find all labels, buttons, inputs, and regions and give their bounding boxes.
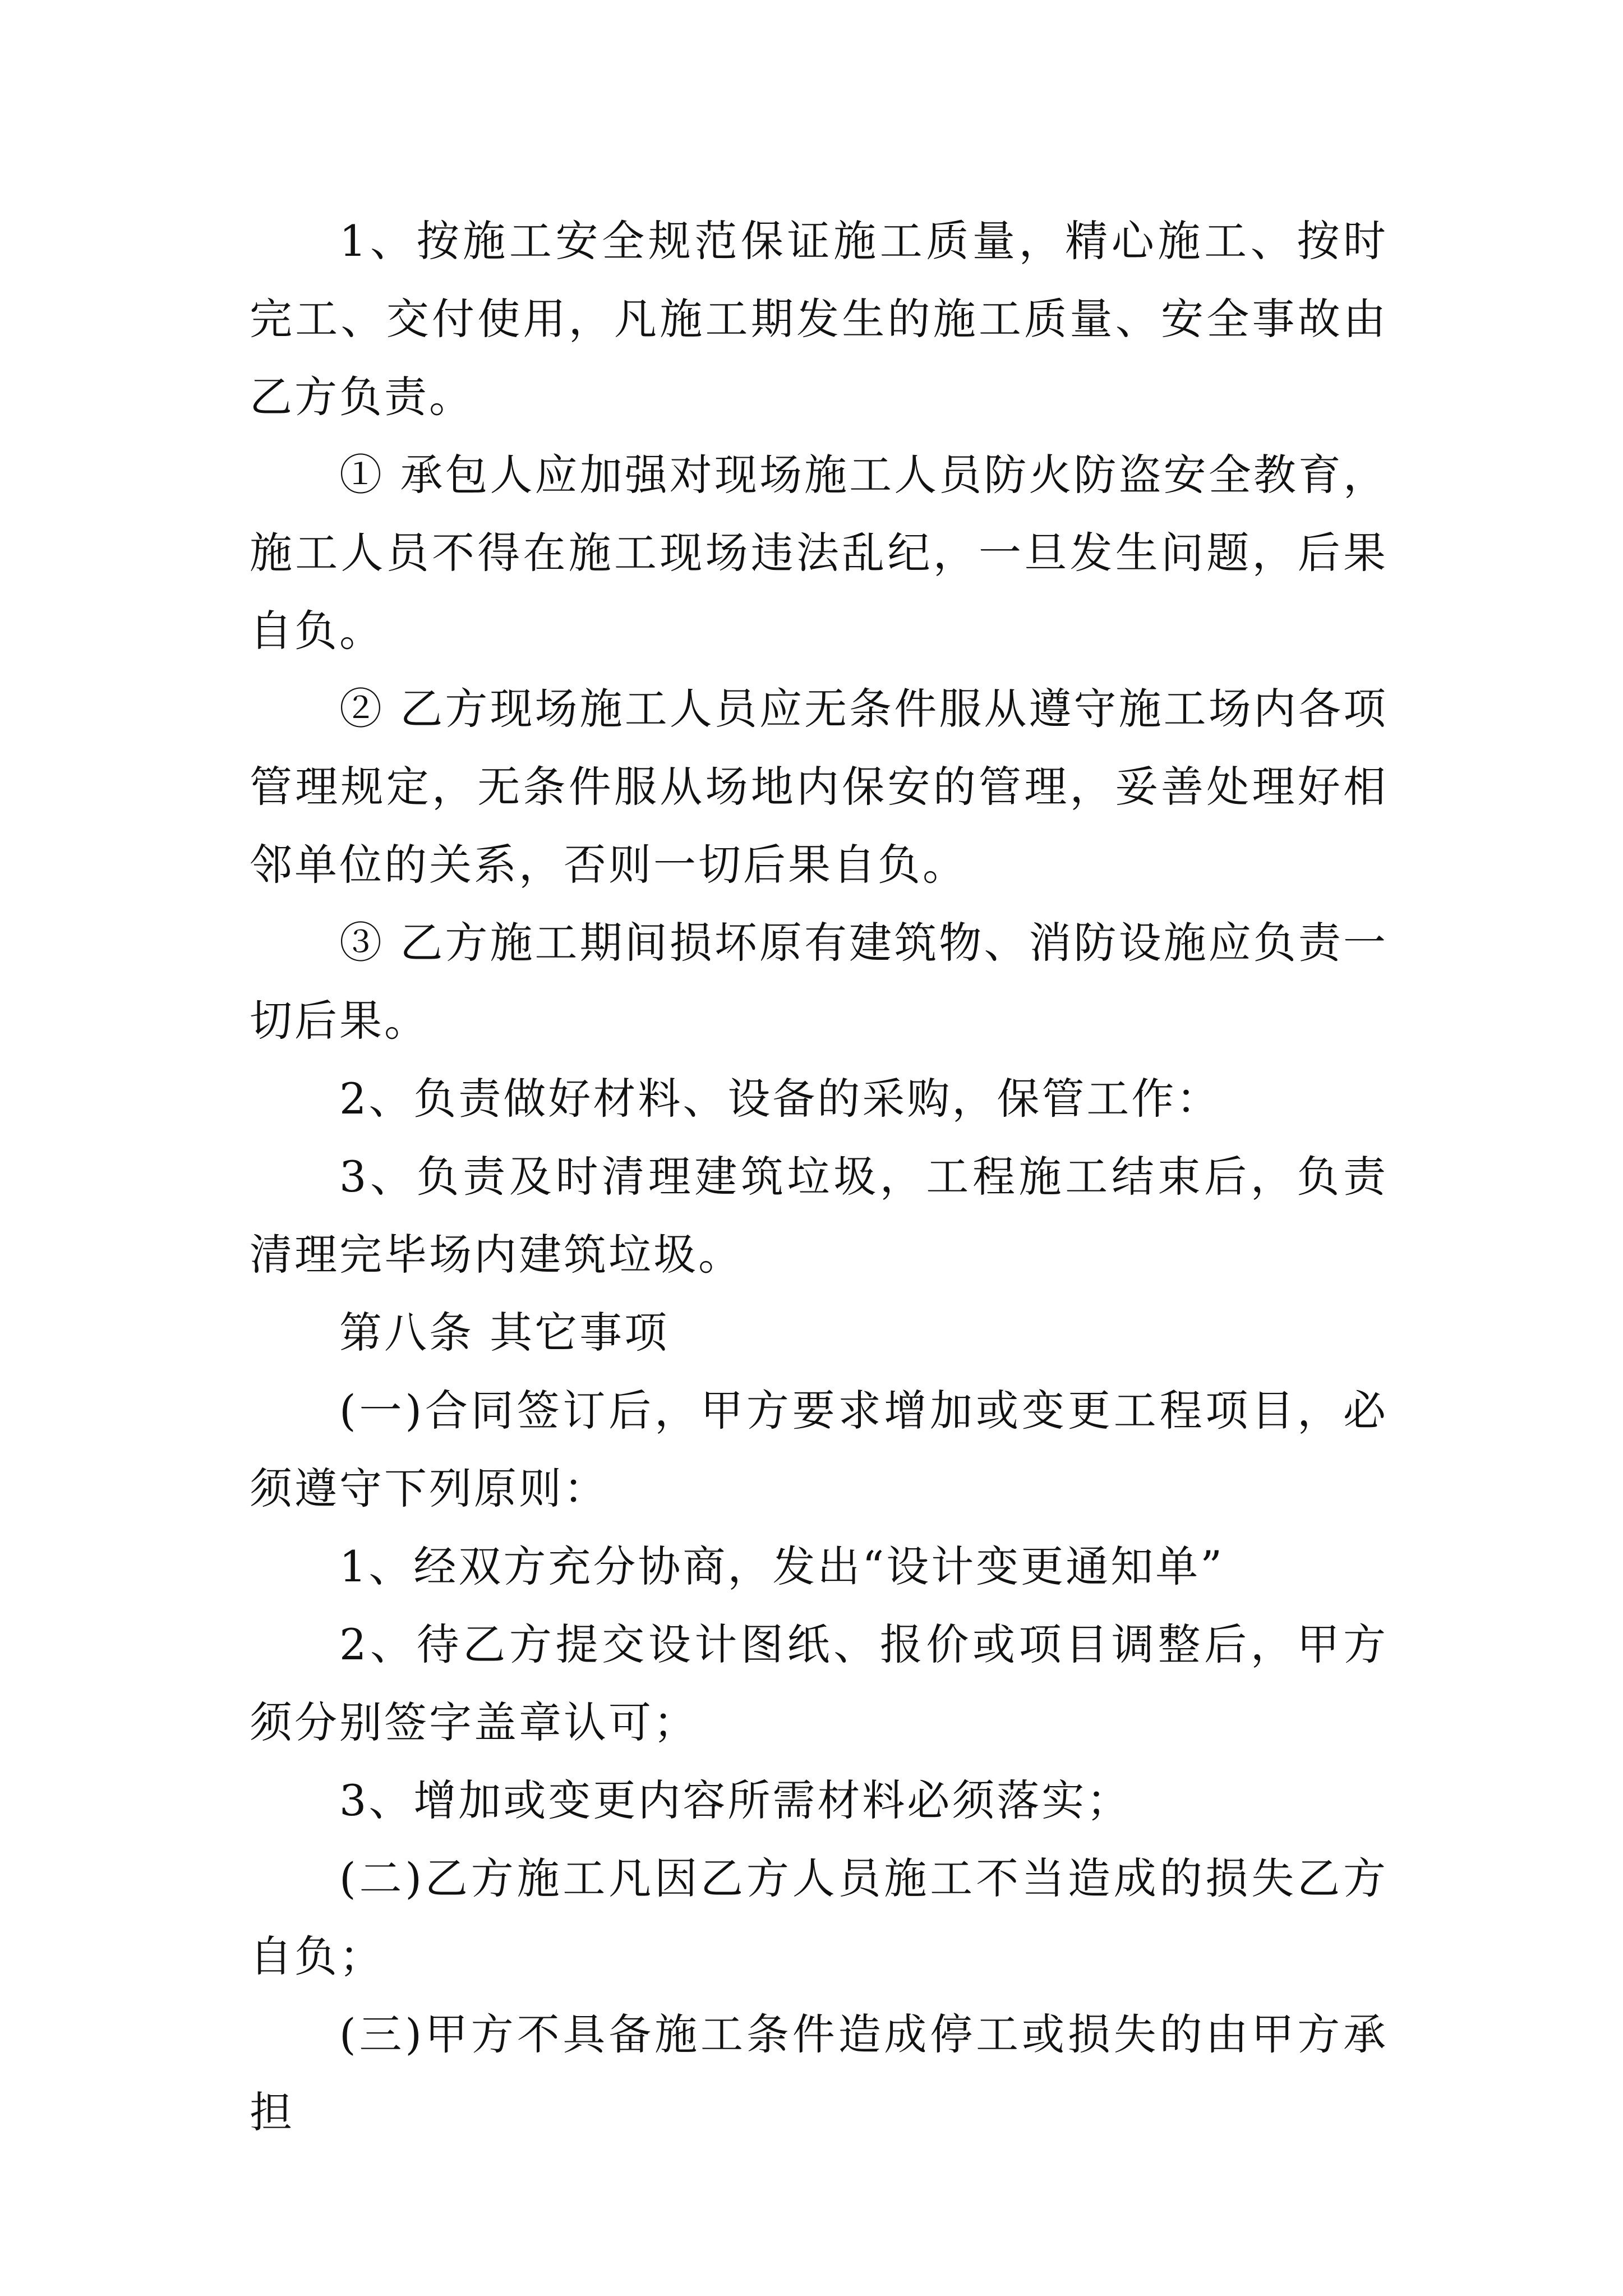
paragraph-change-notice: 1、经双方充分协商，发出“设计变更通知单” (339, 1542, 1225, 1591)
paragraph-procurement: 2、负责做好材料、设备的采购，保管工作： (339, 1074, 1221, 1124)
paragraph-fire-theft-education: ① 承包人应加强对现场施工人员防火防盗安全教育，施工人员不得在施工现场违法乱纪，一旦发生问题，后果自负。 (250, 450, 1388, 656)
paragraph-site-rules: ② 乙方现场施工人员应无条件服从遵守施工场内各项管理规定，无条件服从场地内保安的管理，妥善处理好相邻单位的关系，否则一切后果自负。 (250, 684, 1388, 890)
paragraph-change-approval: 2、待乙方提交设计图纸、报价或项目调整后，甲方须分别签字盖章认可； (250, 1619, 1388, 1747)
paragraph-safety-quality: 1、按施工安全规范保证施工质量，精心施工、按时完工、交付使用，凡施工期发生的施工质量、安全事故由乙方负责。 (250, 216, 1388, 422)
paragraph-owner-loss: (三)甲方不具备施工条件造成停工或损失的由甲方承担 (250, 2009, 1388, 2137)
paragraph-change-principles: (一)合同签订后，甲方要求增加或变更工程项目，必须遵守下列原则： (250, 1386, 1388, 1513)
section-heading-article-8: 第八条 其它事项 (339, 1308, 670, 1358)
paragraph-damage-liability: ③ 乙方施工期间损坏原有建筑物、消防设施应负责一切后果。 (250, 918, 1388, 1046)
document-body (250, 202, 1388, 2151)
paragraph-change-materials: 3、增加或变更内容所需材料必须落实； (339, 1775, 1132, 1825)
paragraph-waste-cleanup: 3、负责及时清理建筑垃圾，工程施工结束后，负责清理完毕场内建筑垃圾。 (250, 1152, 1388, 1280)
paragraph-contractor-loss: (二)乙方施工凡因乙方人员施工不当造成的损失乙方自负； (250, 1853, 1388, 1981)
